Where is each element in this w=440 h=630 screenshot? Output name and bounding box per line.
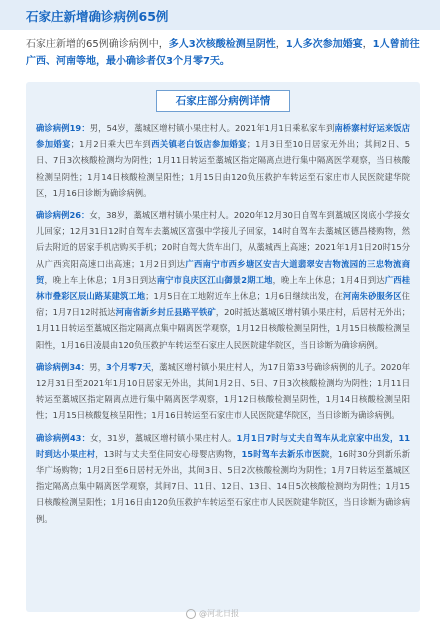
case-highlight: 河南省新乡封丘县路平铁矿 [115,307,216,318]
headline: 石家庄新增确诊病例65例 [0,0,440,30]
intro-highlight: 多人3次核酸检测呈阴性 [168,39,276,50]
case-label: 确诊病例43： [36,432,91,443]
case-details-card [26,82,420,612]
case-highlight: 南桥寨村好运来饭店参加婚宴 [36,123,410,150]
case-highlight: 广西桂林市叠彩区辰山路某建筑工地 [36,274,411,302]
case-text: 男，54岁，藁城区增村镇小果庄村人。2021年1月1日乘私家车到 [89,123,335,133]
case-text: ，20时抵达藁城区增村镇小果庄村，后居村无外出；1月11日转运至藁城区指定隔离点集中隔离医学观察，1月12日核酸检测呈阴性，1月15日核酸检测呈阳性，1月16日凌晨由120负压救护车转运至石家庄人民医院建华院区，当日诊断为确诊病例。 [36,307,410,350]
case-text: ，晚上车上休息；1月4日到达 [272,274,385,285]
case-highlight: 南宁市良庆区江山御景2期工地 [156,274,273,285]
intro-text: 石家庄新增的65例确诊病例中， [26,39,169,50]
case-text: 女，31岁，藁城区增村镇小果庄村人。 [90,432,237,443]
case-entry [36,430,410,527]
case-text: ，13时与丈夫至住同安心母婴店购物， [95,448,242,459]
case-highlight: 1月1日7时与丈夫自驾车从北京家中出发，11时到达小果庄村 [36,432,411,459]
case-entry [36,207,410,353]
intro-highlight: 1人多次参加婚宴 [285,39,363,50]
case-text: 住宿；1月7日12时抵达 [36,291,410,318]
case-text: ，16时30分到新乐新华广场购物；1月2日至6日居村无外出，其间3日、5日2次核酸检测均为阴性；1月7日转运至藁城区指定隔离点集中隔离医学观察，其间7日、11日、12日、13日、14日5次核酸检测均为阴性；1月15日核酸检测呈阳性；1月16日由120负压救护车转运至石家庄市人民医院建华院区，当日诊断为确诊病例。 [36,448,410,524]
case-highlight: 广西南宁市西乡塘区安吉大道翡翠安吉物流园的三忠物流商贸 [36,258,410,285]
case-label: 确诊病例26： [36,210,90,221]
case-entry [36,359,410,424]
case-highlight: 3个月零7天 [105,361,151,372]
weibo-icon [186,609,196,619]
case-text: ；1月3日至10日居家无外出；其间2日、5日、7日3次核酸检测均为阴性；1月11日转运至藁城区指定隔离点进行集中隔离医学观察，当日核酸检测呈阴性；1月14日核酸检测呈阳性；1月15日由120负压救护车转运至石家庄市人民医院建华院区，1月16日诊断为确诊病例。 [36,139,410,198]
case-label: 确诊病例34： [36,361,90,372]
case-text: ，晚上车上休息；1月3日到达 [44,274,157,285]
intro-paragraph [26,36,426,70]
case-highlight: 15时驾车去新乐市医院 [241,448,330,459]
case-label: 确诊病例19： [36,123,90,133]
case-text: 男， [89,361,106,372]
case-text: 女，38岁，藁城区增村镇小果庄村人。2020年12月30日自驾车到藁城区岗底小学接女儿回家；12月31日12时自驾车去藁城区富强中学接儿子回家，14时自驾车去藁城区德昌楼购物，然后去附近的居家手机店购买手机；20时自驾大货车出门，从藁城西上高速；2021年1月1日20时15分从广西宾阳高速口出高速；1月2日到达 [36,210,410,269]
case-text: ，藁城区增村镇小果庄村人，为17日第33号确诊病例的儿子。2020年12月31日至2021年1月10日居家无外出，其间1月2日、5日、7日3次核酸检测均为阴性；1月11日转运至藁城区指定隔离点进行集中隔离医学观察，1月12日核酸检测呈阴性，1月14日核酸检测呈阳性；1月15日核酸复核呈阳性；1月16日转运至石家庄市人民医院建华院区，当日诊断为确诊病例。 [36,361,411,421]
intro-highlight: 1人曾前往广西、河南等地，最小确诊者仅3个月零7天。 [26,39,420,67]
watermark [186,608,239,619]
case-highlight: 河南朱砂服务区 [342,291,402,302]
case-text: ；1月2日乘大巴车到 [70,139,152,150]
case-entry [36,120,410,201]
case-highlight: 西关镇老白饭店参加婚宴 [151,139,247,150]
case-text: ；1月5日在工地附近车上休息；1月6日继续出发，在 [145,291,343,302]
card-title: 石家庄部分病例详情 [156,90,290,112]
case-list [36,120,410,533]
watermark-text: @河北日报 [199,609,239,618]
intro-text: ， [362,39,373,50]
intro-text: ， [275,39,286,50]
